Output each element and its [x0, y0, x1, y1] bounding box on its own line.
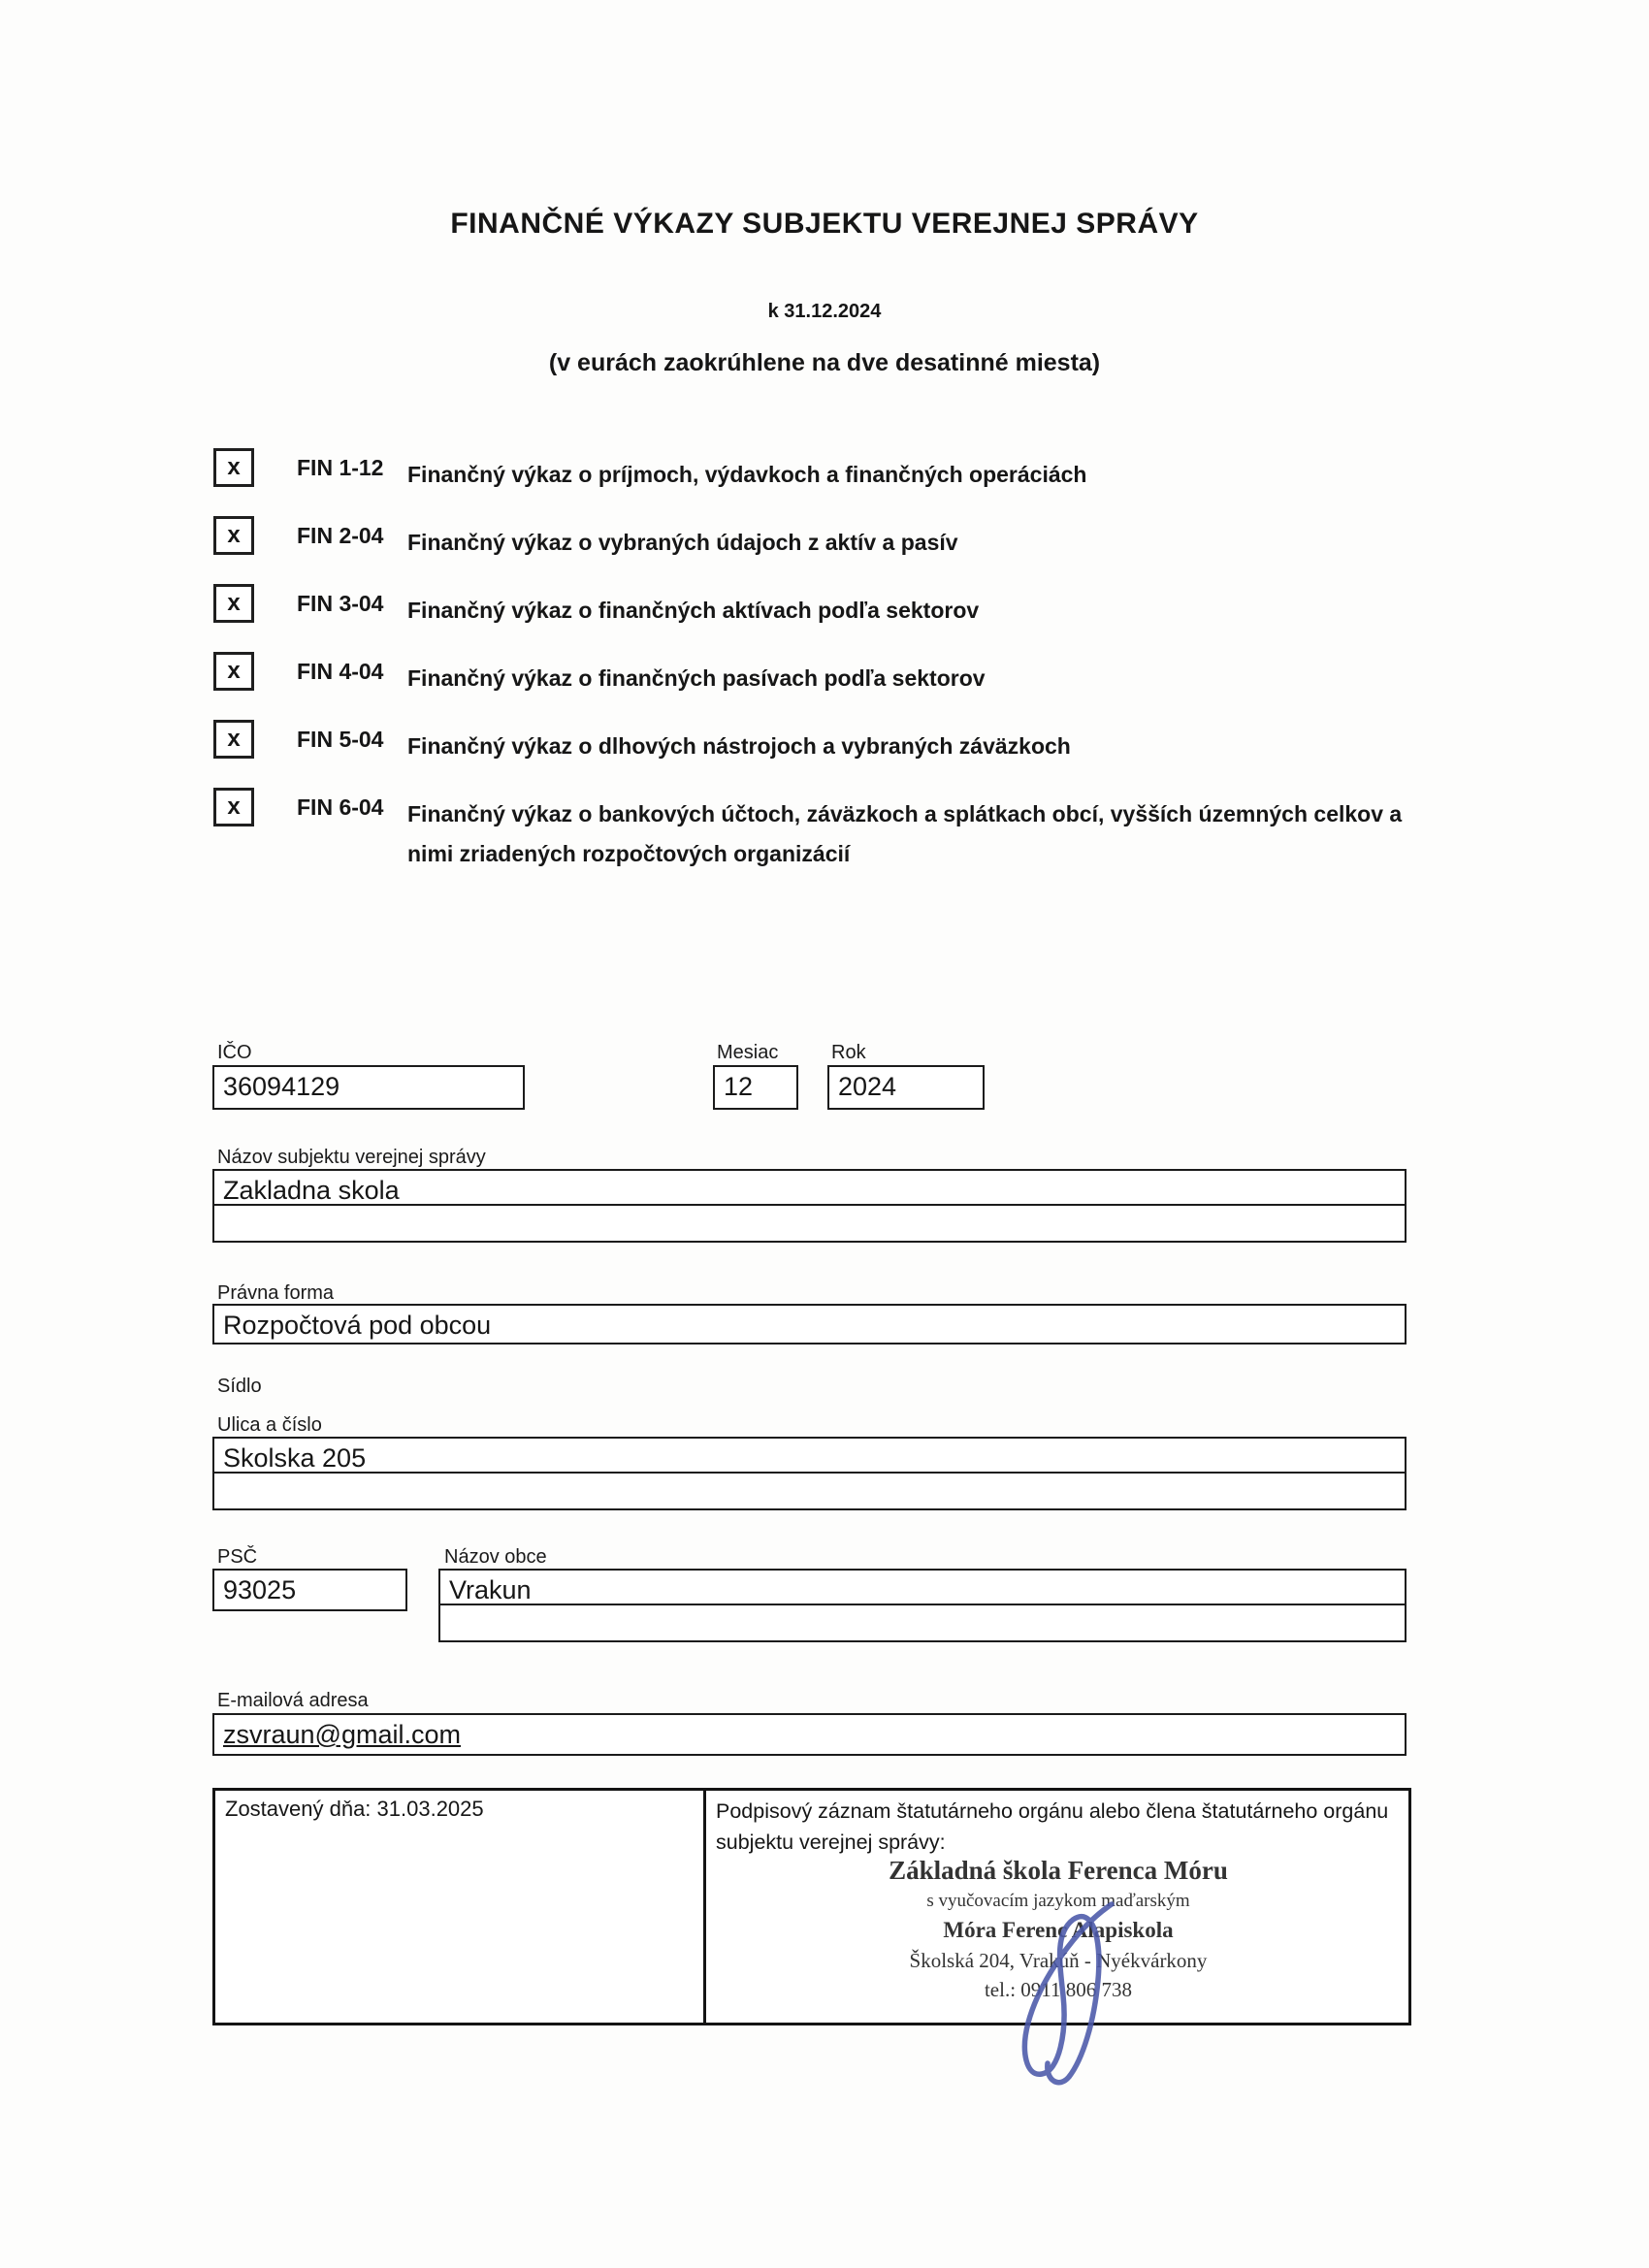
as-of-date: k 31.12.2024: [767, 301, 882, 322]
nazov-subjektu-label: Názov subjektu verejnej správy: [217, 1147, 486, 1168]
fin-desc: Finančný výkaz o vybraných údajoch z aktív a pasív: [407, 530, 958, 555]
mesiac-field[interactable]: [713, 1065, 798, 1110]
stamp-address: Školská 204, Vrakúň - Nyékvárkony: [909, 1949, 1208, 1973]
fin-desc: Finančný výkaz o príjmoch, výdavkoch a finančných operáciách: [407, 462, 1087, 487]
mesiac-label: Mesiac: [717, 1042, 779, 1063]
email-label: E-mailová adresa: [217, 1690, 369, 1711]
pravna-forma-field[interactable]: [212, 1304, 1406, 1345]
fin-desc: Finančný výkaz o bankových účtoch, záväzkoch a splátkach obcí, vyšších územných celkov a nimi zriadených rozpočtových organizácií: [407, 801, 1403, 866]
fin-row-1-12: [213, 448, 1445, 497]
psc-field[interactable]: [212, 1569, 407, 1611]
psc-value: 93025: [223, 1575, 297, 1604]
stamp-language-note: s vyučovacím jazykom maďarským: [926, 1890, 1190, 1911]
checkbox-fin-3-04[interactable]: x: [213, 584, 254, 623]
fin-row-4-04: [213, 652, 1445, 700]
stamp-school-name-sk: Základná škola Ferenca Móru: [889, 1856, 1228, 1885]
pravna-forma-label: Právna forma: [217, 1282, 335, 1304]
ico-field[interactable]: [212, 1065, 525, 1110]
checkbox-fin-2-04[interactable]: x: [213, 516, 254, 555]
fin-code: FIN 4-04: [297, 659, 384, 684]
ulica-field[interactable]: [212, 1437, 1406, 1510]
stamp-phone: tel.: 0911 806 738: [984, 1977, 1133, 2001]
email-value: zsvraun@gmail.com: [223, 1720, 461, 1749]
rok-label: Rok: [831, 1042, 866, 1063]
nazov-subjektu-field[interactable]: [212, 1169, 1406, 1243]
fin-row-5-04: [213, 720, 1445, 768]
mesiac-value: 12: [724, 1072, 754, 1101]
rounding-note: (v eurách zaokrúhlene na dve desatinné miesta): [548, 349, 1101, 376]
nazov-obce-value2: [440, 1605, 1405, 1610]
fin-row-2-04: [213, 516, 1445, 565]
fin-code: FIN 5-04: [297, 727, 384, 752]
school-stamp: [716, 1855, 1401, 2004]
checkbox-fin-5-04[interactable]: x: [213, 720, 254, 759]
fin-row-3-04: [213, 584, 1445, 632]
signature-record-label: [716, 1796, 1401, 1859]
checkbox-fin-4-04[interactable]: x: [213, 652, 254, 691]
pravna-forma-value: Rozpočtová pod obcou: [223, 1311, 492, 1340]
ulica-value: Skolska 205: [223, 1443, 367, 1473]
ico-label: IČO: [217, 1042, 252, 1063]
fin-code: FIN 1-12: [297, 455, 384, 480]
email-field[interactable]: [212, 1713, 1406, 1756]
fin-desc: Finančný výkaz o finančných pasívach podľa sektorov: [407, 665, 986, 691]
form-title: FINANČNÉ VÝKAZY SUBJEKTU VEREJNEJ SPRÁVY: [450, 208, 1199, 240]
ulica-label: Ulica a číslo: [217, 1414, 322, 1436]
fin-row-6-04: [213, 788, 1445, 877]
rok-field[interactable]: [827, 1065, 985, 1110]
nazov-obce-value: Vrakun: [449, 1575, 532, 1604]
signature-record-line1: Podpisový záznam štatutárneho orgánu alebo člena štatutárneho orgánu: [716, 1799, 1389, 1823]
ico-value: 36094129: [223, 1072, 340, 1101]
nazov-obce-label: Názov obce: [444, 1546, 547, 1568]
psc-label: PSČ: [217, 1546, 258, 1568]
signature-record-line2: subjektu verejnej správy:: [716, 1831, 946, 1855]
checkbox-fin-1-12[interactable]: x: [213, 448, 254, 487]
fin-code: FIN 2-04: [297, 523, 384, 548]
checkbox-fin-6-04[interactable]: x: [213, 788, 254, 826]
signature-table-divider: [703, 1788, 706, 2025]
rok-value: 2024: [838, 1072, 897, 1101]
nazov-subjektu-value2: [214, 1206, 1405, 1211]
fin-desc: Finančný výkaz o finančných aktívach podľa sektorov: [407, 598, 980, 623]
fin-code: FIN 3-04: [297, 591, 384, 616]
nazov-subjektu-value: Zakladna skola: [223, 1176, 400, 1205]
ulica-value2: [214, 1474, 1405, 1478]
stamp-school-name-hu: Móra Ferenc Alapiskola: [943, 1918, 1174, 1943]
compiled-on-text: Zostavený dňa: 31.03.2025: [225, 1797, 484, 1821]
fin-code: FIN 6-04: [297, 794, 384, 820]
fin-desc: Finančný výkaz o dlhových nástrojoch a vybraných záväzkoch: [407, 733, 1071, 759]
sidlo-label: Sídlo: [217, 1376, 262, 1397]
nazov-obce-field[interactable]: [438, 1569, 1406, 1642]
